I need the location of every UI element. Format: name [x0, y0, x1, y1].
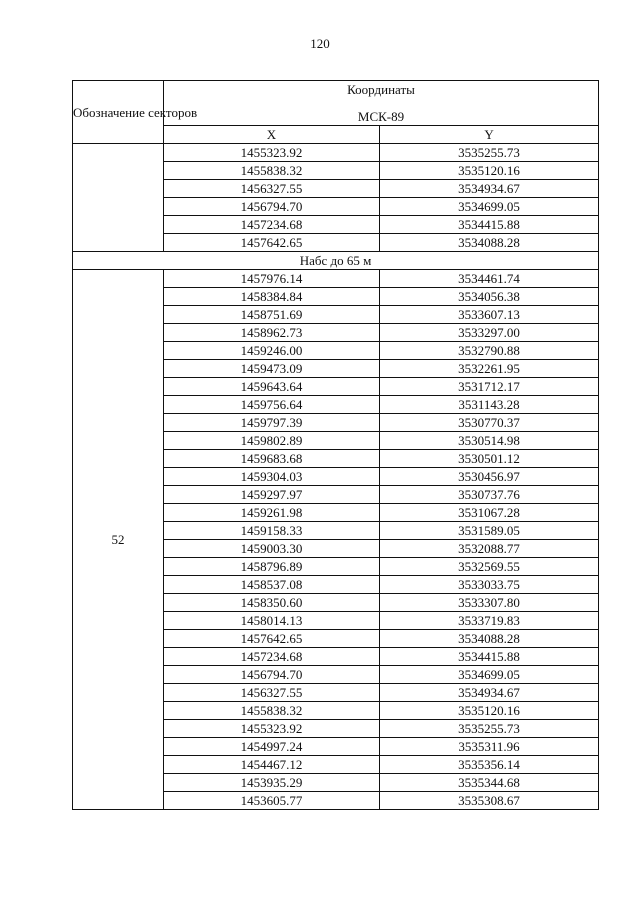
x-value: 1458796.89 [164, 558, 380, 576]
y-value: 3533719.83 [380, 612, 599, 630]
x-value: 1457234.68 [164, 216, 380, 234]
x-value: 1459158.33 [164, 522, 380, 540]
y-value: 3530770.37 [380, 414, 599, 432]
x-column-header: X [164, 126, 380, 144]
x-value: 1457642.65 [164, 234, 380, 252]
y-value: 3535308.67 [380, 792, 599, 810]
x-value: 1458350.60 [164, 594, 380, 612]
y-column-header: Y [380, 126, 599, 144]
y-value: 3530737.76 [380, 486, 599, 504]
x-value: 1456327.55 [164, 684, 380, 702]
sector-id: 52 [73, 270, 164, 810]
x-value: 1458751.69 [164, 306, 380, 324]
x-value: 1459643.64 [164, 378, 380, 396]
y-value: 3534056.38 [380, 288, 599, 306]
y-value: 3534934.67 [380, 180, 599, 198]
y-value: 3531589.05 [380, 522, 599, 540]
x-value: 1459797.39 [164, 414, 380, 432]
x-value: 1459683.68 [164, 450, 380, 468]
block1-rows [73, 144, 599, 252]
x-value: 1459003.30 [164, 540, 380, 558]
x-value: 1459246.00 [164, 342, 380, 360]
y-value: 3535356.14 [380, 756, 599, 774]
x-value: 1459297.97 [164, 486, 380, 504]
y-value: 3532088.77 [380, 540, 599, 558]
y-value: 3532569.55 [380, 558, 599, 576]
y-value: 3535344.68 [380, 774, 599, 792]
y-value: 3530514.98 [380, 432, 599, 450]
x-value: 1458537.08 [164, 576, 380, 594]
y-value: 3534088.28 [380, 234, 599, 252]
x-value: 1459756.64 [164, 396, 380, 414]
y-value: 3530456.97 [380, 468, 599, 486]
coordinates-title: Координаты [347, 82, 415, 97]
y-value: 3530501.12 [380, 450, 599, 468]
table-row [73, 144, 599, 162]
x-value: 1455323.92 [164, 720, 380, 738]
x-value: 1453935.29 [164, 774, 380, 792]
y-value: 3535120.16 [380, 162, 599, 180]
sector-column-header: Обозначение секторов [73, 81, 164, 144]
x-value: 1454467.12 [164, 756, 380, 774]
page-number: 120 [310, 36, 330, 51]
x-value: 1456327.55 [164, 180, 380, 198]
y-value: 3534415.88 [380, 648, 599, 666]
y-value: 3532261.95 [380, 360, 599, 378]
y-value: 3535120.16 [380, 702, 599, 720]
x-value: 1456794.70 [164, 198, 380, 216]
y-value: 3535255.73 [380, 720, 599, 738]
y-value: 3533607.13 [380, 306, 599, 324]
y-value: 3534934.67 [380, 684, 599, 702]
table-row [73, 270, 599, 288]
y-value: 3534699.05 [380, 198, 599, 216]
y-value: 3534415.88 [380, 216, 599, 234]
x-value: 1457642.65 [164, 630, 380, 648]
x-value: 1454997.24 [164, 738, 380, 756]
coordinates-table [72, 80, 599, 810]
x-value: 1456794.70 [164, 666, 380, 684]
x-value: 1457234.68 [164, 648, 380, 666]
x-value: 1459261.98 [164, 504, 380, 522]
y-value: 3535255.73 [380, 144, 599, 162]
y-value: 3534699.05 [380, 666, 599, 684]
x-value: 1455838.32 [164, 162, 380, 180]
y-value: 3533033.75 [380, 576, 599, 594]
coordinates-header [164, 81, 599, 126]
sector-cell-empty [73, 144, 164, 252]
x-value: 1457976.14 [164, 270, 380, 288]
x-value: 1458962.73 [164, 324, 380, 342]
section-label: Набс до 65 м [73, 252, 599, 270]
y-value: 3532790.88 [380, 342, 599, 360]
y-value: 3531067.28 [380, 504, 599, 522]
y-value: 3534461.74 [380, 270, 599, 288]
y-value: 3533297.00 [380, 324, 599, 342]
y-value: 3535311.96 [380, 738, 599, 756]
y-value: 3533307.80 [380, 594, 599, 612]
y-value: 3531143.28 [380, 396, 599, 414]
y-value: 3534088.28 [380, 630, 599, 648]
x-value: 1459304.03 [164, 468, 380, 486]
x-value: 1459802.89 [164, 432, 380, 450]
x-value: 1458384.84 [164, 288, 380, 306]
coordinate-system: МСК-89 [357, 109, 405, 124]
x-value: 1455838.32 [164, 702, 380, 720]
x-value: 1453605.77 [164, 792, 380, 810]
x-value: 1458014.13 [164, 612, 380, 630]
block2-rows [73, 270, 599, 810]
x-value: 1459473.09 [164, 360, 380, 378]
x-value: 1455323.92 [164, 144, 380, 162]
y-value: 3531712.17 [380, 378, 599, 396]
